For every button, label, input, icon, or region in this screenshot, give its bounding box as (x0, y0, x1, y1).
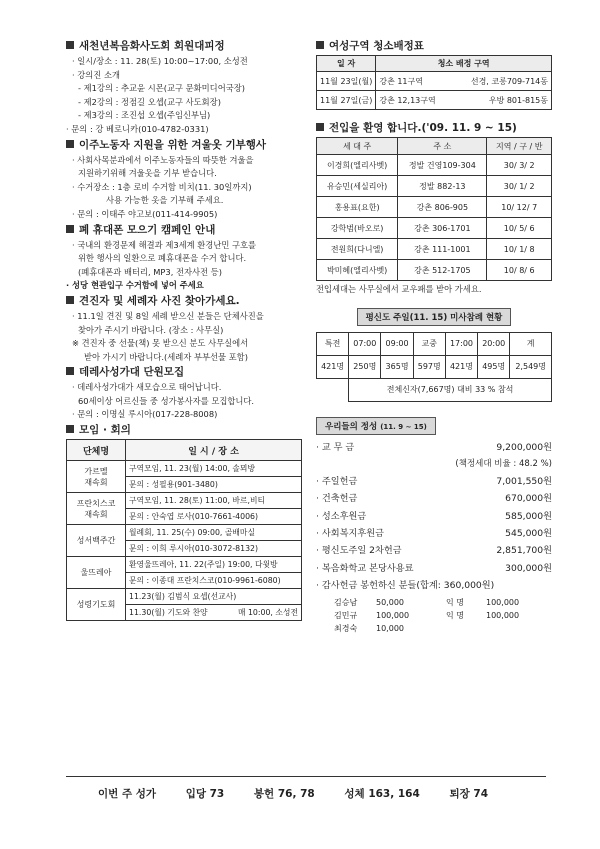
hymn-footer (98, 786, 514, 801)
text-line: 사용 가능한 옷을 기부해 주세요. (106, 195, 224, 206)
table-header: 17:00 (445, 332, 477, 355)
cleaning-table (316, 55, 552, 110)
text-line: 찾아가 주시기 바랍니다. (장소 : 사무실) (78, 324, 224, 335)
right-column (316, 38, 552, 635)
mass-attendance-title: 평신도 주일(11. 15) 미사참례 현황 (357, 308, 512, 326)
square-bullet-icon (66, 41, 74, 49)
text-line: - 제3강의 : 조진섭 오셉(주임신부님) (78, 110, 211, 121)
table-row: 전원희(다니엘) 강촌 111-1001 10/ 1/ 8 (317, 239, 552, 260)
section-choir (66, 364, 302, 422)
offering-ratio: (책정세대 비율 : 48.2 %) (455, 458, 552, 469)
table-row (67, 461, 302, 477)
area-cell: 강촌 11구역 (376, 72, 451, 91)
meeting-contact: 문의 : 안숙엽 로사(010-7661-4006) (126, 509, 302, 525)
section-title: 전입을 환영 합니다.('09. 11. 9 ~ 15) (316, 120, 552, 135)
table-row (67, 557, 302, 573)
table-header: 일 자 (317, 56, 376, 72)
section-title: 폐 휴대폰 모으기 캠페인 안내 (66, 222, 302, 237)
text-line: · 문의 : 이명실 루시아(017-228-8008) (72, 409, 218, 420)
table-row (317, 72, 552, 91)
table-row: 강학범(바오로) 강촌 306-1701 10/ 5/ 6 (317, 218, 552, 239)
meeting-detail: 월례회, 11. 25(수) 09:00, 골배마실 (126, 525, 302, 541)
offering-row: · 성소후원금 585,000원 (316, 510, 552, 522)
text-line: · 사회사목분과에서 이주노동자들의 따뜻한 겨울을 (72, 154, 254, 165)
newcomers-note: 전입세대는 사무실에서 교우패를 받아 가세요. (316, 284, 482, 294)
table-row (67, 493, 302, 509)
attendance-table (316, 332, 552, 402)
donor-row: 최경숙 10,000 (334, 624, 404, 634)
section-title: 여성구역 청소배정표 (316, 38, 552, 53)
meetings-table (66, 439, 302, 621)
text-line: 위한 행사의 일환으로 폐휴대폰을 수거 합니다. (78, 253, 247, 264)
hymn-recession: 퇴장 74 (449, 788, 489, 800)
square-bullet-icon (316, 123, 324, 131)
meeting-detail: 구역모임, 11. 23(월) 14:00, 솔뫼방 (126, 461, 302, 477)
meeting-contact: 문의 : 이종대 프란치스코(010-9961-6080) (126, 573, 302, 589)
text-line: (폐휴대폰과 배터리, MP3, 전자사전 등) (78, 266, 222, 277)
group-name: 프란치스코 재속회 (67, 493, 126, 525)
section-title: 데레사성가대 단원모집 (66, 364, 302, 379)
table-header: 세 대 주 (317, 138, 398, 155)
group-name: 울뜨레아 (67, 557, 126, 589)
offering-row: · 교 무 금 9,200,000원 (316, 441, 552, 453)
table-header: 주 소 (398, 138, 487, 155)
area-cell: 강촌 12,13구역 (376, 91, 451, 110)
table-header: 특전 (317, 332, 349, 355)
table-row (317, 378, 552, 401)
table-row (317, 91, 552, 110)
text-line: · 강의진 소개 (72, 69, 120, 80)
donor-row: 김민규 100,000 익 명 100,000 (334, 611, 520, 621)
text-line: · 문의 : 강 베로니카(010-4782-0331) (66, 123, 209, 134)
section-title: 이주노동자 지원을 위한 겨울옷 기부행사 (66, 137, 302, 152)
offering-row: · 평신도주일 2차헌금 2,851,700원 (316, 545, 552, 557)
table-header: 09:00 (381, 332, 413, 355)
hymn-entry: 입당 73 (185, 788, 225, 800)
newcomers-table (316, 137, 552, 281)
square-bullet-icon (66, 367, 74, 375)
table-header: 일 시 / 장 소 (126, 440, 302, 461)
section-offerings (316, 414, 552, 636)
meeting-detail: 11.23(월) 김범식 요셉(선교사) (126, 589, 302, 605)
donor-row: 김승남 50,000 익 명 100,000 (334, 598, 520, 608)
group-name: 성서백주간 (67, 525, 126, 557)
text-line: ※ 견진자 중 선물(책) 못 받으신 분도 사무실에서 (72, 338, 249, 349)
text-line: - 제2강의 : 정점길 오셉(교구 사도회장) (78, 96, 221, 107)
section-mass-attendance (316, 305, 552, 402)
meeting-detail: 구역모임, 11. 28(토) 11:00, 바르,비티 (126, 493, 302, 509)
table-row: 이경희(엘리사벳) 정발 건영109-304 30/ 3/ 2 (317, 155, 552, 176)
hymn-label: 이번 주 성가 (98, 788, 157, 800)
section-title: 견진자 및 세례자 사진 찾아가세요. (66, 293, 302, 308)
square-bullet-icon (66, 296, 74, 304)
left-column (66, 38, 302, 621)
text-line: · 국내의 환경문제 해결과 제3세계 환경난민 구호를 (72, 239, 257, 250)
text-line: · 성당 현관입구 수거함에 넣어 주세요 (66, 280, 204, 291)
offering-row: · 사회복지후원금 545,000원 (316, 528, 552, 540)
section-photos (66, 293, 302, 364)
area-extra-cell: 선경, 코롱709-714동 (451, 72, 551, 91)
section-winter-clothes (66, 137, 302, 222)
offerings-title: 우리들의 정성 (11. 9 ~ 15) (316, 417, 436, 435)
square-bullet-icon (66, 225, 74, 233)
table-header: 청소 배정 구역 (376, 56, 552, 72)
footer-divider (66, 776, 546, 777)
section-meetings (66, 422, 302, 621)
offering-row: · 복음화학교 본당사용료 300,000원 (316, 562, 552, 574)
square-bullet-icon (66, 425, 74, 433)
date-cell: 11월 27일(금) (317, 91, 376, 110)
text-line: - 제1강의 : 추교윤 시몬(교구 문화미디어국장) (78, 83, 245, 94)
area-extra-cell: 우방 801-815동 (451, 91, 551, 110)
section-title: 새천년복음화사도회 회원대피정 (66, 38, 302, 53)
offering-row: · 감사헌금 봉헌하신 분들(합계: 360,000원) (316, 579, 495, 591)
offering-row: · 주일헌금 7,001,550원 (316, 476, 552, 488)
text-line: · 일시/장소 : 11. 28(토) 10:00~17:00, 소성전 (72, 56, 248, 66)
table-row: 홍용표(요한) 강촌 806-905 10/ 12/ 7 (317, 197, 552, 218)
table-header: 단체명 (67, 440, 126, 461)
table-header: 지역 / 구 / 반 (487, 138, 552, 155)
text-line: · 문의 : 이태주 야고보(011-414-9905) (72, 208, 218, 219)
text-line: 지원하기위해 겨울옷을 기부 받습니다. (78, 168, 217, 179)
text-line: 60세이상 어르신들 중 성가봉사자를 모집합니다. (78, 395, 255, 406)
section-cleaning (316, 38, 552, 110)
date-cell: 11월 23일(월) (317, 72, 376, 91)
section-retreat (66, 38, 302, 137)
hymn-communion: 성체 163, 164 (344, 788, 420, 800)
offering-row: · 건축헌금 670,000원 (316, 493, 552, 505)
table-row: 박미혜(엘리사벳) 강촌 512-1705 10/ 8/ 6 (317, 260, 552, 281)
section-title: 모임 · 회의 (66, 422, 302, 437)
text-line: · 수거장소 : 1층 로비 수거함 비치(11. 30일까지) (72, 181, 252, 192)
table-header: 계 (510, 332, 552, 355)
square-bullet-icon (66, 140, 74, 148)
donor-list (316, 596, 552, 635)
section-phone-campaign (66, 222, 302, 293)
meeting-contact: 11.30(월) 기도와 찬양 매 10:00, 소성전 (126, 605, 302, 621)
table-header: 교중 (413, 332, 445, 355)
attendance-summary: 전체신자(7,667명) 대비 33 % 참석 (349, 378, 552, 401)
text-line: · 데레사성가대가 새모습으로 태어납니다. (72, 382, 222, 393)
group-name: 성령기도회 (67, 589, 126, 621)
meeting-contact: 문의 : 성필용(901-3480) (126, 477, 302, 493)
table-header: 20:00 (478, 332, 510, 355)
table-row (67, 525, 302, 541)
square-bullet-icon (316, 41, 324, 49)
hymn-offertory: 봉헌 76, 78 (253, 788, 315, 800)
text-line: 받아 가시기 바랍니다.(세례자 부부선물 포함) (84, 351, 248, 362)
table-row (67, 589, 302, 605)
meeting-detail: 환영울뜨레아, 11. 22(주일) 19:00, 다윗방 (126, 557, 302, 573)
group-name: 가르멜 재속회 (67, 461, 126, 493)
text-line: · 11.1일 견진 및 8일 세례 받으신 분들은 단체사진을 (72, 310, 264, 321)
table-row: 유승민(세실리아) 정발 882-13 30/ 1/ 2 (317, 176, 552, 197)
meeting-contact: 문의 : 이희 루시아(010-3072-8132) (126, 541, 302, 557)
table-row: 421명 250명 365명 597명 421명 495명 2,549명 (317, 355, 552, 378)
table-header: 07:00 (349, 332, 381, 355)
section-newcomers (316, 120, 552, 297)
